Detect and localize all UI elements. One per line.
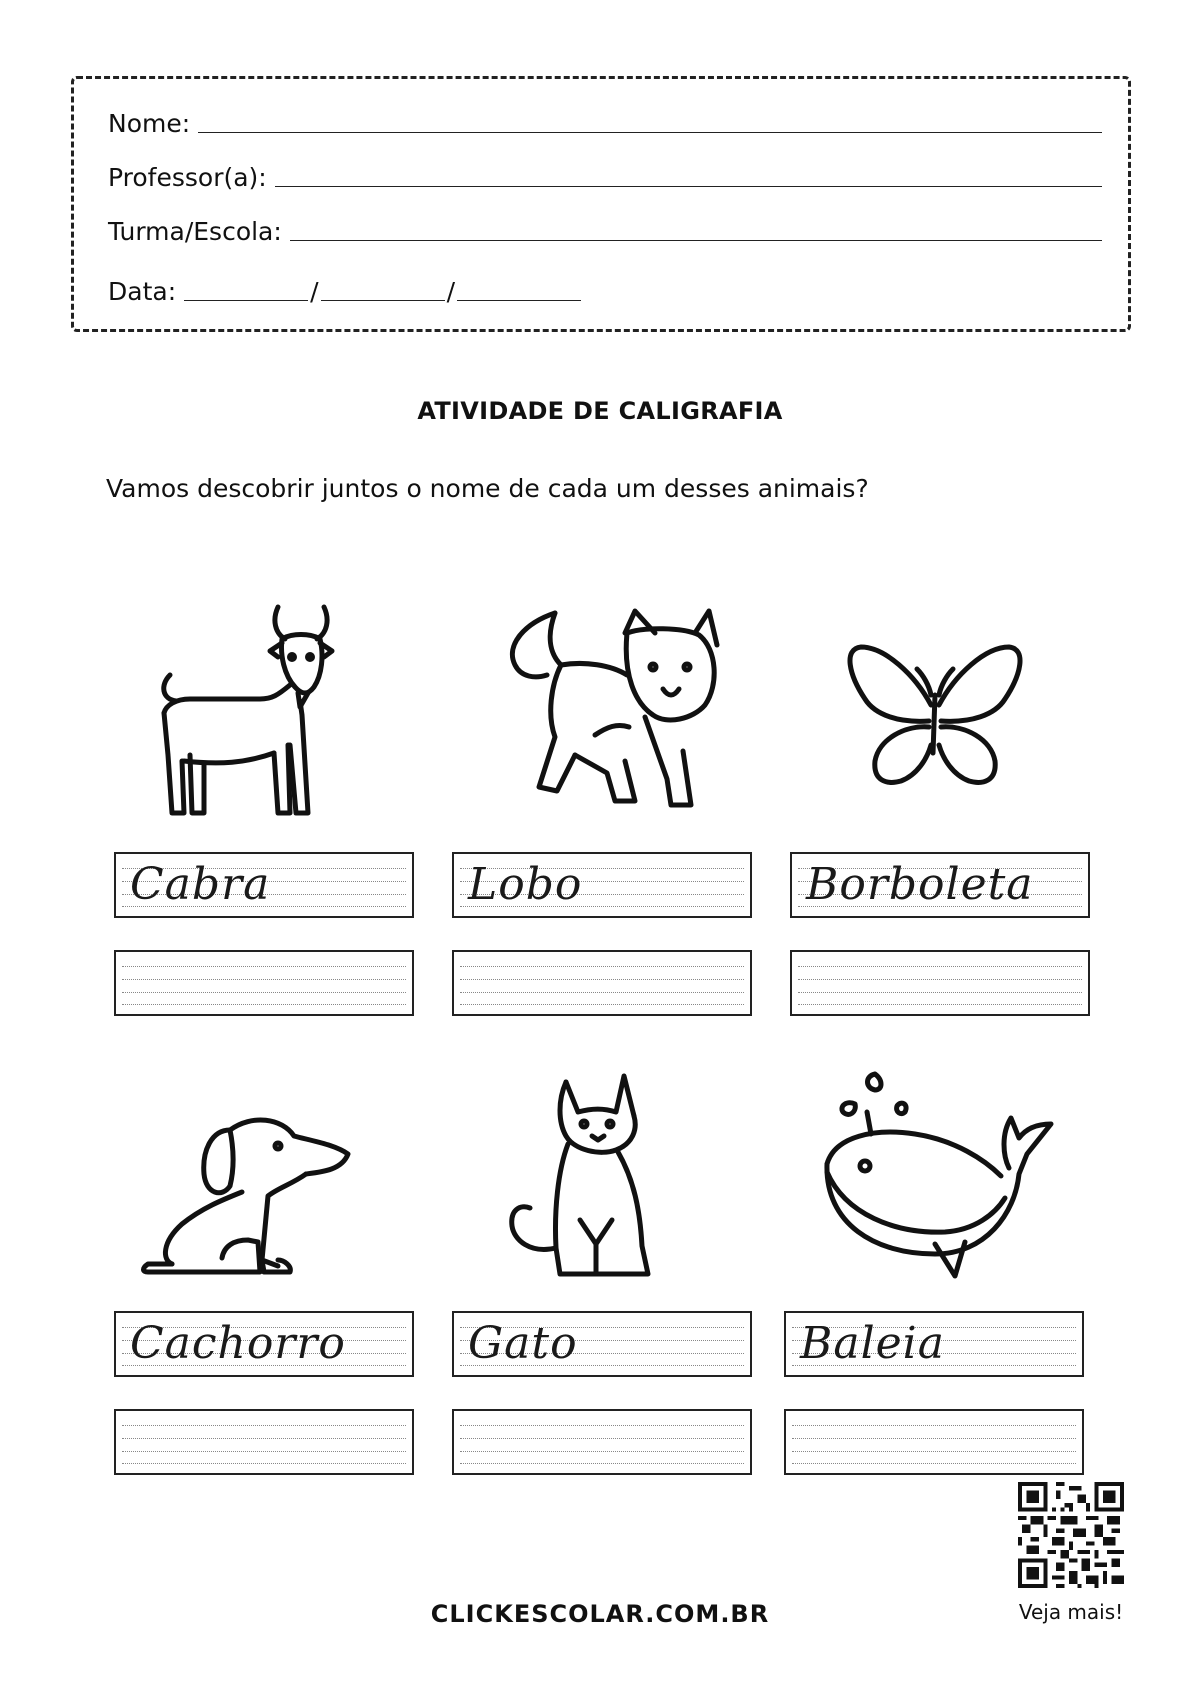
word-box: [790, 852, 1090, 918]
cat-icon: [500, 1070, 660, 1280]
class-label: Turma/Escola:: [108, 217, 282, 246]
name-line[interactable]: [198, 132, 1102, 133]
teacher-line[interactable]: [275, 186, 1102, 187]
name-label: Nome:: [108, 109, 191, 138]
teacher-label: Professor(a):: [108, 163, 267, 192]
butterfly-icon: [845, 635, 1025, 795]
date-day-blank[interactable]: [184, 300, 308, 301]
dog-icon: [142, 1100, 352, 1275]
date-field[interactable]: [108, 277, 581, 307]
site-footer[interactable]: CLICKESCOLAR.COM.BR: [430, 1600, 770, 1628]
word-box: [452, 852, 752, 918]
word-box: [114, 1311, 414, 1377]
goat-icon: [150, 595, 340, 820]
instruction-text: Vamos descobrir juntos o nome de cada um desses animais?: [106, 474, 869, 503]
animal-name: Cachorro: [130, 1318, 346, 1369]
practice-box[interactable]: [452, 950, 752, 1016]
qr-caption: Veja mais!: [1018, 1600, 1124, 1624]
animal-name: Cabra: [130, 859, 271, 910]
word-box: [784, 1311, 1084, 1377]
word-box: [114, 852, 414, 918]
animal-name: Gato: [468, 1318, 578, 1369]
date-label: Data:: [108, 277, 177, 306]
practice-box[interactable]: [114, 1409, 414, 1475]
animal-name: Lobo: [468, 859, 583, 910]
qr-code-icon[interactable]: [1018, 1482, 1124, 1588]
practice-box[interactable]: [114, 950, 414, 1016]
class-field[interactable]: [108, 217, 1102, 247]
whale-icon: [805, 1064, 1060, 1279]
date-month-blank[interactable]: [321, 300, 445, 301]
teacher-field[interactable]: [108, 163, 1102, 193]
practice-box[interactable]: [784, 1409, 1084, 1475]
animal-name: Baleia: [800, 1318, 945, 1369]
student-info-box: [71, 76, 1131, 332]
word-box: [452, 1311, 752, 1377]
page-title: ATIVIDADE DE CALIGRAFIA: [417, 397, 783, 425]
animal-name: Borboleta: [806, 859, 1034, 910]
name-field[interactable]: [108, 109, 1102, 139]
practice-box[interactable]: [790, 950, 1090, 1016]
wolf-icon: [495, 605, 725, 810]
date-separator: /: [310, 277, 319, 306]
date-separator: /: [446, 277, 455, 306]
date-year-blank[interactable]: [457, 300, 581, 301]
class-line[interactable]: [290, 240, 1102, 241]
practice-box[interactable]: [452, 1409, 752, 1475]
